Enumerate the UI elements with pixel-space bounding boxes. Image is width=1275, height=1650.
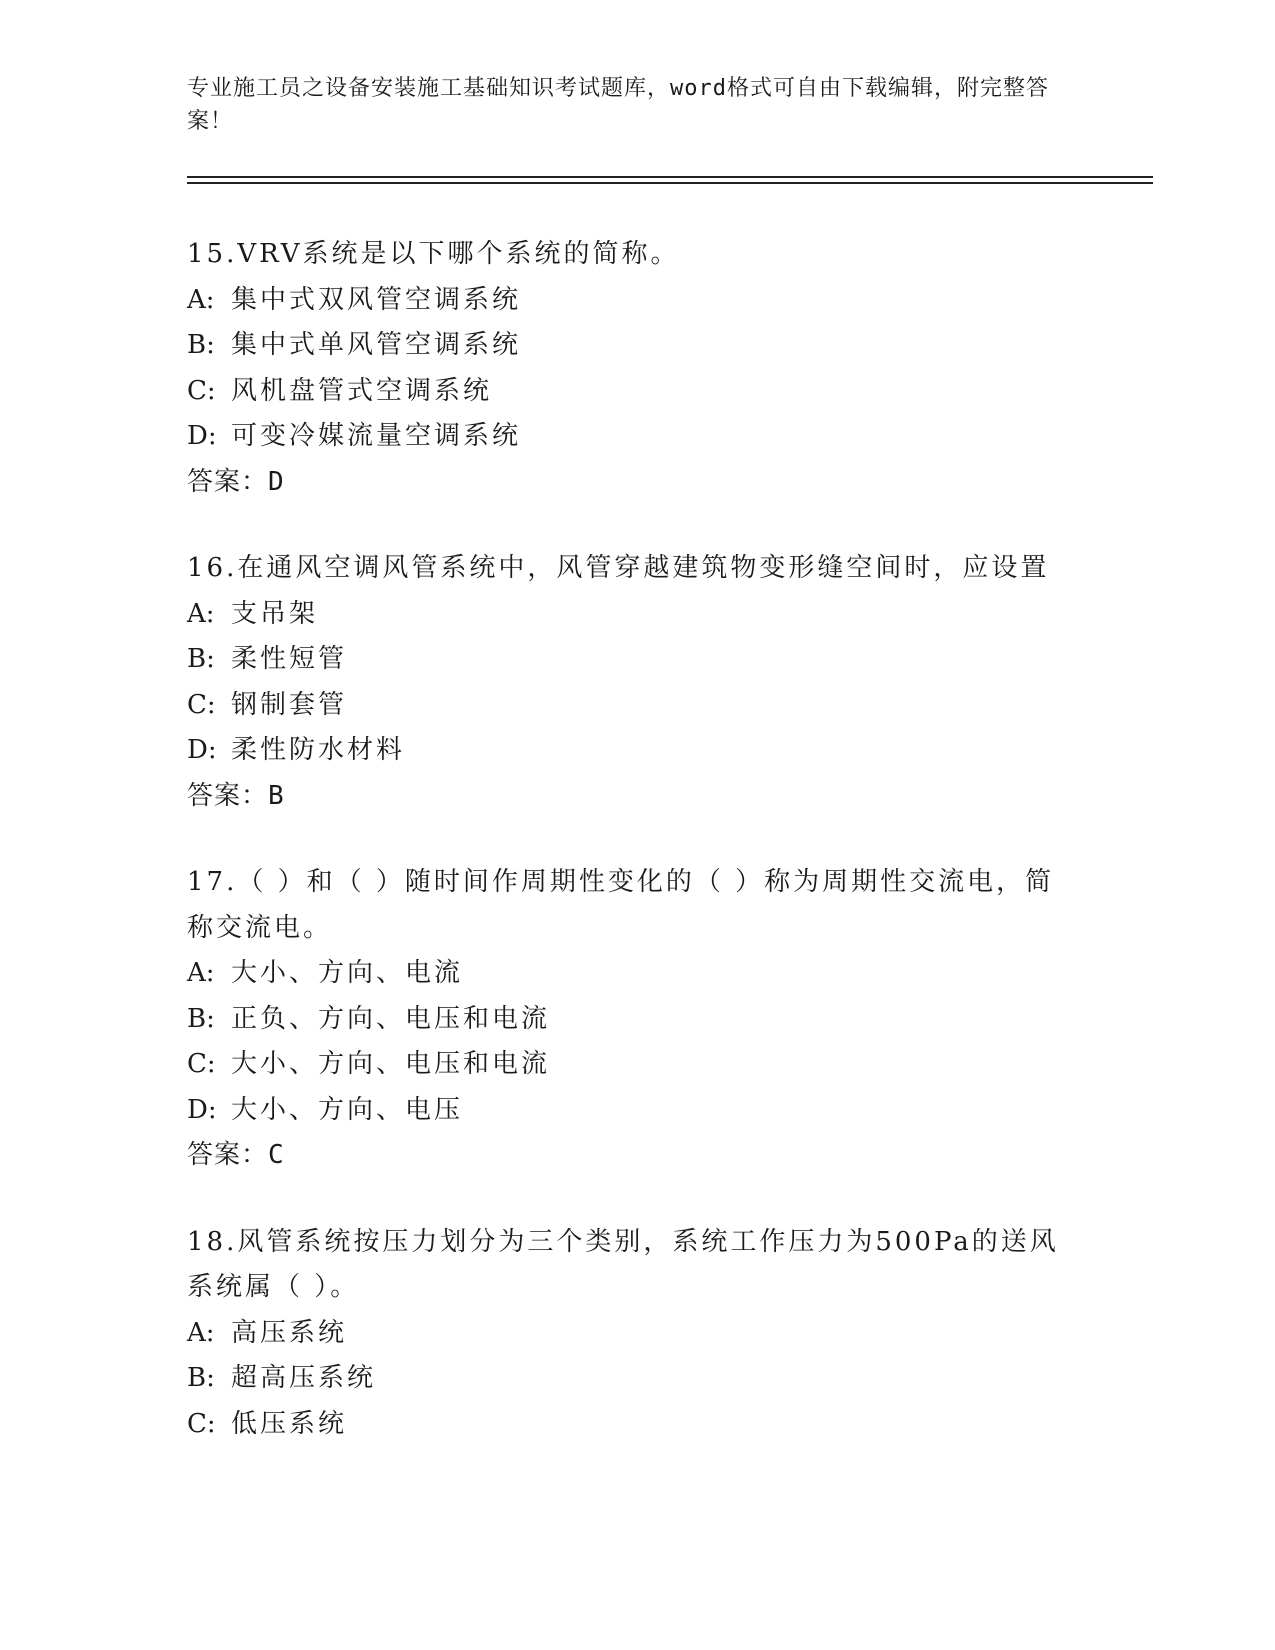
- option-text: 超高压系统: [231, 1363, 377, 1393]
- option-text: 低压系统: [231, 1408, 348, 1439]
- option-a: [187, 592, 1087, 638]
- option-text: 正负、方向、电压和电流: [231, 1003, 551, 1034]
- option-letter: D:: [187, 735, 217, 765]
- option-letter: B:: [187, 1363, 215, 1393]
- option-letter: D:: [187, 421, 217, 451]
- option-letter: C:: [187, 1408, 216, 1439]
- option-letter: D:: [187, 1094, 217, 1125]
- question-16: [187, 546, 1087, 819]
- option-a: [187, 278, 1087, 324]
- question-18: [187, 1220, 1087, 1448]
- option-text: 柔性短管: [231, 644, 348, 674]
- option-text: 支吊架: [231, 598, 319, 629]
- option-letter: B:: [187, 1003, 215, 1034]
- question-stem: 18.风管系统按压力划分为三个类别，系统工作压力为500Pa的送风系统属（ ）。: [187, 1226, 1059, 1302]
- option-d: [187, 1088, 1087, 1134]
- option-b: [187, 637, 1087, 683]
- option-letter: B:: [187, 644, 215, 674]
- option-text: 大小、方向、电压: [231, 1094, 464, 1125]
- option-a: [187, 951, 1087, 997]
- question-stem: 16.在通风空调风管系统中，风管穿越建筑物变形缝空间时，应设置: [187, 553, 1050, 583]
- option-text: 钢制套管: [231, 689, 348, 720]
- answer-line: 答案：C: [187, 1140, 285, 1170]
- option-letter: A:: [187, 1317, 215, 1348]
- option-c: [187, 1042, 1087, 1088]
- option-letter: C:: [187, 689, 216, 720]
- option-c: [187, 1402, 1087, 1448]
- option-text: 风机盘管式空调系统: [231, 375, 493, 406]
- option-text: 集中式双风管空调系统: [231, 284, 522, 315]
- option-c: [187, 683, 1087, 729]
- option-text: 可变冷媒流量空调系统: [231, 421, 522, 451]
- option-letter: C:: [187, 375, 216, 406]
- option-letter: C:: [187, 1049, 216, 1079]
- option-d: [187, 414, 1087, 460]
- document-header: 专业施工员之设备安装施工基础知识考试题库，word格式可自由下载编辑，附完整答案！: [187, 76, 1049, 134]
- question-stem: 15.VRV系统是以下哪个系统的简称。: [187, 239, 680, 269]
- option-text: 大小、方向、电流: [231, 958, 464, 988]
- option-d: [187, 728, 1087, 774]
- option-text: 高压系统: [231, 1317, 348, 1348]
- answer-line: 答案：B: [187, 780, 285, 811]
- option-b: [187, 323, 1087, 369]
- option-a: [187, 1311, 1087, 1357]
- option-letter: A:: [187, 284, 215, 315]
- header-divider-top: [187, 176, 1153, 178]
- option-text: 集中式单风管空调系统: [231, 330, 522, 360]
- answer-line: 答案：D: [187, 466, 285, 497]
- option-letter: A:: [187, 598, 215, 629]
- question-stem: 17.（ ）和（ ）随时间作周期性变化的（ ）称为周期性交流电，简称交流电。: [187, 867, 1055, 943]
- option-b: [187, 1356, 1087, 1402]
- option-b: [187, 997, 1087, 1043]
- question-17: [187, 860, 1087, 1179]
- question-list: [187, 232, 1087, 1488]
- question-15: [187, 232, 1087, 505]
- option-text: 大小、方向、电压和电流: [231, 1049, 551, 1079]
- option-text: 柔性防水材料: [231, 735, 406, 765]
- header-divider-bottom: [187, 182, 1153, 184]
- option-letter: A:: [187, 958, 215, 988]
- option-letter: B:: [187, 330, 215, 360]
- option-c: [187, 369, 1087, 415]
